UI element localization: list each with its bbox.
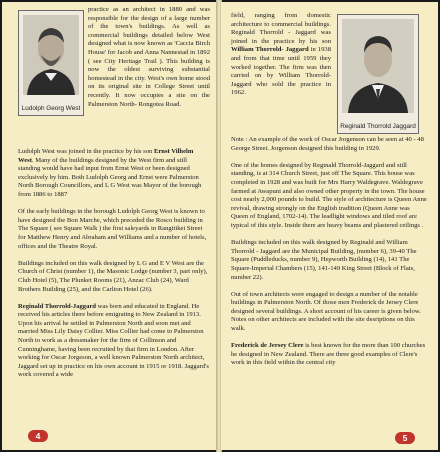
paragraph-clere: Frederick de Jersey Clere is best known for the more than 100 churches he designed in New Zealand. There are three good examples of Clere's work in this field within the central city [231,342,426,367]
paragraph-jaggard: Reginald Thorrold-Jaggard was born and educated in England. He received his articles there before emigrating to New Zealand in 1913. Upon his arrival he settled in Palmerston North and soon met and married Miss Lily Daisy Collier. Miss Collier had come to Palmerston North to work as a dressmaker for the firm of Collinson and Cunninghame, having been recruited by that firm in London. After working for Oscar Jorgeson, a well known Palmerston North architect, Jaggard set up in practice on his own account in 1915 or 1918. Jaggard's work covered a wide [18,302,209,379]
note-jorgenson: Note : An example of the work of Oscar Jorgenson can be seen at 40 - 48 George Street. Jorgenson designed this building in 1929. [231,136,424,152]
portrait-photo-left [18,10,84,116]
portrait-photo-right [337,14,419,134]
intro-text-right: field, ranging from domestic architecture to commercial buildings. Reginald Thorrold - Jaggard was joined in the practice by his son William Thorrold- Jaggard in 1938 and from that time until 1959 they worked together. The firm was then carried on by William Thorrold-Jaggard who sold the practice in 1962. [231,12,331,97]
page-number-left: 4 [28,430,48,442]
paragraph-out-of-town: Out of town architects were engaged to design a number of the notable buildings in Palmerston North. Of those men Frederick de Jersey Clere designed several buildings. A short account of his career is given below. Notes on other architects are included with the site desriptions on this walk. [231,290,421,333]
page-number-right: 5 [395,432,415,444]
left-page [2,2,218,450]
paragraph-walk-buildings: Buildings included on this walk designed by L G and E V West are the Church of Christ (number 1), the Masonic Lodge (number 3, part only), Club Hotel (5), The Plunket Rooms (21), Anzac Club (24), Ward Brothers Building (25), and the Carlton Hotel (26). [18,259,208,293]
name-ernst-west: Ernst Vilhelm West [18,148,194,164]
name-jaggard: Reginald Thorrold-Jaggard [18,302,96,310]
body-text-right [231,136,427,377]
portrait-image [23,15,79,95]
name-william-jaggard: William Thorrold- Jaggard [231,46,309,54]
paragraph-early-buildings: Of the early buildings in the borough Ludolph Georg West is known to have designed the Bon Marche, which preceded the Rosco building in The Square ( see Square Walk ) the first saleyards in Rangitikei Street for Matthew Henry and Abraham and Williams and a number of hotels, offices and the Theatre Royal. [18,208,207,250]
photo-caption: Reginald Thorrold Jaggard [340,123,416,130]
intro-text: practice as an architect in 1880 and was responsible for the design of a large number of the town's buildings. As well as commercial buildings detailed below West designed what is now known as 'Caccia Birch House' for Jacob and Anna Nannestad in 1892 ( see City Heritage Trail ). This building is now the oldest surviving substantial homestead in the city. West's own home stood on its original site in College Street until recently. It now occupies a site on the Palmerston North- Rongotea Road. [88,6,210,108]
name-clere: Frederick de Jersey Clere [231,342,304,350]
right-page [221,2,438,450]
paragraph-church-street-home: One of the homes designed by Reginald Thorrold-Jaggard and still standing, is at 314 Church Street, just off The Square. This house was completed in 1928 and was built for Mrs Harry Waldegrave. Waldegrave farmed at Awapuni and also owned other property in the town. The house cost nearly 2,000 pounds to build. The style of architecture is Queen Anne revival, drawing strongly on the English tradition (Queen Anne was Queen of England, 1702-14). The leadlight windows and tiled roof are typical of this style. Inside there are heavy beams and plastered ceilings . [231,161,427,229]
paragraph-jaggard-buildings: Buildings included on this walk designed by Reginald and William Thorrold - Jaggard are the Municipal Building, (number 6), 39-40 The Square (Puddleducks, number 9), Hepworth Building (14), 141 The Square-Imperial Chambers (15), 141-149 King Street (Block of Flats, number 22). [231,239,417,281]
photo-caption: Ludolph Georg West [21,105,81,112]
paragraph-west: Ludolph West was joined in the practice by his son Ernst Vilhelm West. Many of the buildings designed by the West firm and still standing would have had input from Ernst West or been designed exclusively by him. Both Ludolph Georg and Ernst were Palmerston North Borough Councillors, and L G West was Mayor of the borough from 1886 to 1887 [18,148,202,198]
portrait-image [342,19,414,113]
body-text-left [18,148,210,389]
